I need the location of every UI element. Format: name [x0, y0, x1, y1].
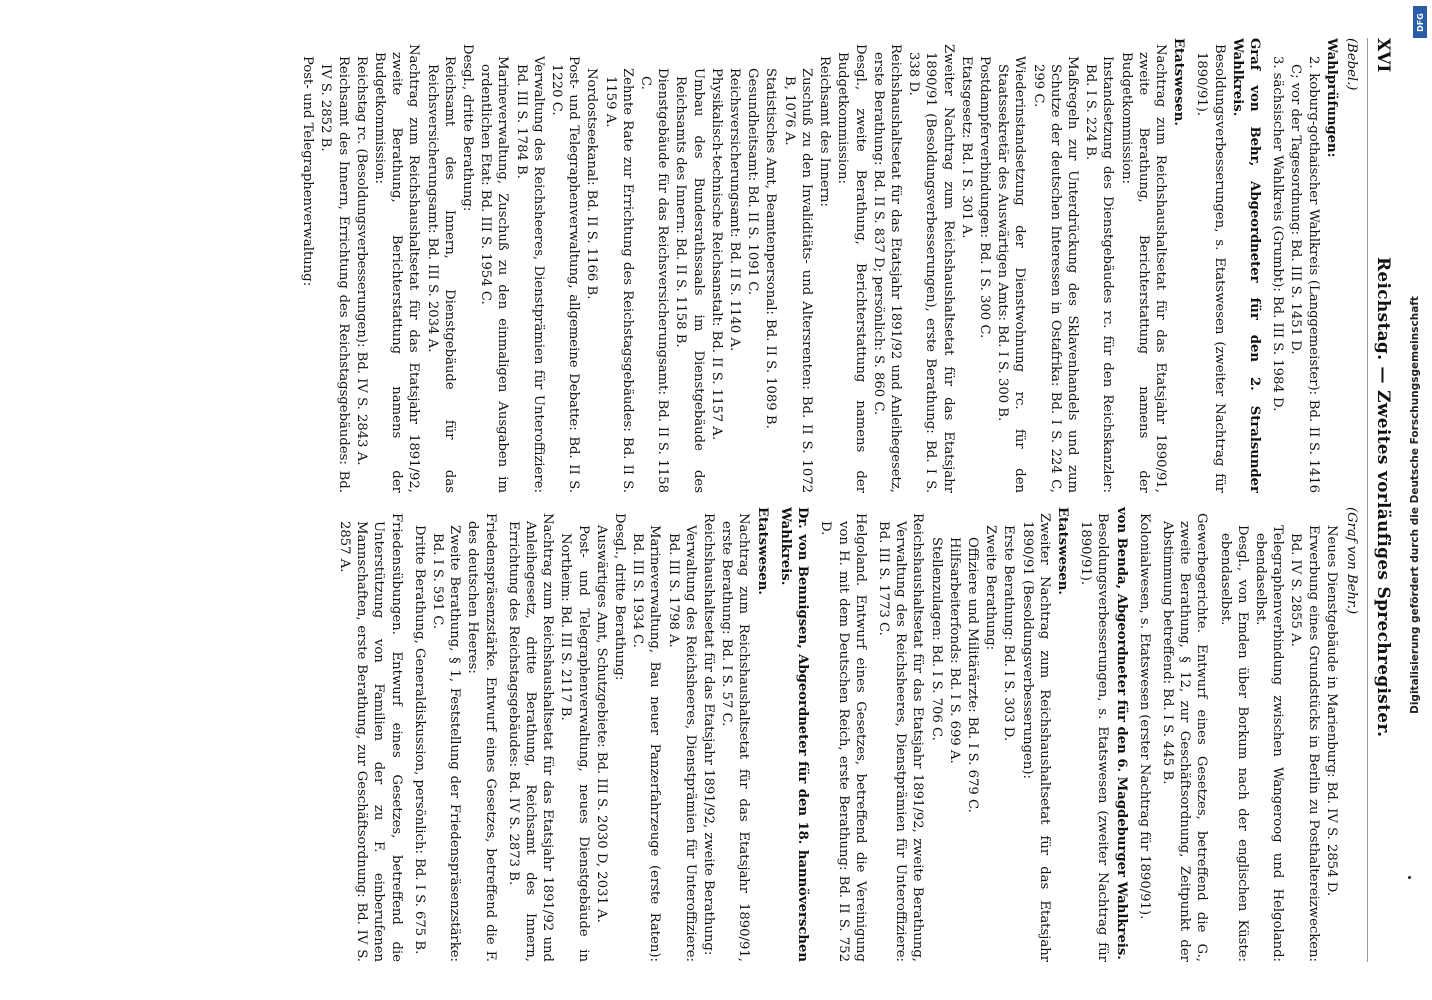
register-entry: Statistisches Amt, Beamtenpersonal: Bd. II S. 1089 B. — [763, 68, 779, 429]
register-entry: Dritte Berathung, Generaldiskussion, persönlich: Bd. I S. 675 B. — [411, 525, 427, 955]
register-entry: Reichstag rc. (Besoldungsverbesserungen): Bd. IV S. 2843 A. — [353, 56, 369, 466]
register-entry: von Benda, Abgeordneter für den 6. Magdeburger Wahlkreis. — [1113, 507, 1129, 960]
register-entry: Post- und Telegraphenverwaltung: — [300, 56, 316, 287]
register-entry: Verwaltung des Reichsheeres, Dienstprämien für Unteroffiziere: Bd. III S. 1798 A. — [665, 525, 698, 962]
running-head — [1367, 38, 1398, 962]
register-entry: Reichshaushaltsetat für das Etatsjahr 1891/92, zweite Berathung, Verwaltung des Reichsheeres, Dienstprämien für Unteroffiziere: Bd. III S. 1773 C. — [875, 513, 926, 962]
register-entry: Gesundheitsamt: Bd. II S. 1091 C. — [745, 68, 761, 296]
register-entry: Instandsetzung des Dienstgebäudes rc. für den Reichskanzler: Bd. I S. 224 B. — [1083, 56, 1116, 493]
register-entry: Reichshaushaltsetat für das Etatsjahr 1891/92, zweite Berathung: — [701, 513, 717, 956]
register-entry: Reichsversicherungsamt: Bd. II S. 1140 A. — [727, 68, 743, 352]
register-entry: Post- und Telegraphenverwaltung, neues Dienstgebäude in Northeim: Bd. III S. 2117 B. — [558, 525, 591, 962]
register-entry: Desgl., von Emden über Borkum nach der englischen Küste: ebendaselbst. — [1217, 525, 1250, 962]
register-entry: Marineverwaltung, Bau neuer Panzerfahrzeuge (erste Raten): Bd. III S. 1934 C. — [630, 525, 663, 962]
register-entry: Verwaltung des Reichsheeres, Dienstprämien für Unteroffiziere: Bd. III S. 1784 B. — [513, 56, 546, 493]
register-entry: Nachtrag zum Reichshaushaltsetat für das Etatsjahr 1891/92 und Anleihegesetz, dritte Berathung, Reichsamt des Innern, Errichtung des Reichstagsgebäudes: Bd. IV S. 2873 B. — [505, 513, 556, 962]
register-entry: Kolonialwesen, s. Etatswesen (erster Nachtrag für 1890/91). — [1136, 513, 1152, 920]
column-right — [34, 507, 1360, 962]
register-entry: Erste Berathung: Bd. I S. 303 D. — [1001, 525, 1017, 742]
dfg-logo — [1413, 6, 1427, 38]
register-entry: Zweite Berathung, § 1, Feststellung der Friedenspräsenzstärke: Bd. I S. 591 C. — [430, 525, 463, 962]
page-title: Reichstag. — Zweites vorläufiges Sprechregister. — [1373, 256, 1393, 738]
column-left — [34, 38, 1360, 493]
register-entry: Zweiter Nachtrag zum Reichshaushaltsetat für das Etatsjahr 1890/91 (Besoldungsverbesserungen): — [1019, 513, 1052, 962]
register-entry: Reichsamt des Innern, Dienstgebäude für das Reichsversicherungsamt: Bd. III S. 2034 A. — [424, 56, 457, 493]
register-entry: Zehnte Rate zur Errichtung des Reichstagsgebäudes: Bd. II S. 1159 A. — [602, 68, 635, 493]
register-entry: Nordostseekanal: Bd. II S. 1166 B. — [584, 68, 600, 300]
register-entry: (Graf von Behr.) — [1344, 507, 1359, 615]
register-entry: Wahlprüfungen: — [1323, 38, 1339, 158]
register-entry: Zuschuß zu den Invaliditäts- und Altersrenten: Bd. II S. 1072 B, 1076 A. — [781, 68, 814, 493]
register-entry: Dienstgebäude für das Reichsversicherungsamt: Bd. II S. 1158 C. — [638, 68, 671, 493]
register-entry: Desgl., dritte Berathung: — [460, 44, 476, 212]
register-entry: Etatswesen. — [754, 507, 770, 595]
register-entry: Zweite Berathung: — [983, 525, 999, 651]
register-entry: Helgoland. Entwurf eines Gesetzes, betreffend die Vereinigung von H. mit dem Deutschen Reich, erste Berathung: Bd. II S. 752 D. — [818, 513, 868, 962]
register-entry: Physikalisch-technische Reichsanstalt: Bd. II S. 1157 A. — [708, 68, 724, 441]
register-entry: Stellenzulagen: Bd. I S. 706 C. — [928, 537, 944, 741]
register-entry: Maßregeln zur Unterdrückung des Sklavenhandels und zum Schutze der deutschen Interessen in Ostafrika: Bd. I S. 224 C, 299 C. — [1030, 56, 1080, 493]
register-entry: Umbau des Bundesrathssaals im Dienstgebäude des Reichsamts des Innern: Bd. II S. 1158 B. — [673, 68, 706, 493]
register-entry: Reichshaushaltsetat für das Etatsjahr 1891/92 und Anleihegesetz, erste Berathung: Bd. II S. 837 D; persönlich: S. 860 C. — [870, 44, 903, 493]
credit-text: Digitalisierung gefördert durch die Deutsche Forschungsgemeinschaft — [1409, 296, 1421, 714]
page-number: XVI — [1373, 38, 1393, 73]
register-entry: Post- und Telegraphenverwaltung, allgemeine Debatte: Bd. II S. 1220 C. — [549, 56, 582, 493]
scan-speck — [1408, 876, 1411, 879]
register-entry: Friedensübungen. Entwurf eines Gesetzes, betreffend die Unterstützung von Familien der zu F. einberufenen Mannschaften, erste Berathung, zur Geschäftsordnung: Bd. IV S. 2857 A. — [337, 513, 404, 962]
register-entry: Etatsgesetz: Bd. I S. 301 A. — [958, 56, 974, 239]
dfg-logo-text: DFG — [1415, 12, 1425, 32]
text-columns — [34, 38, 1360, 962]
register-entry: Zweiter Nachtrag zum Reichshaushaltsetat für das Etatsjahr 1890/91 (Besoldungsverbesserungen), erste Berathung: Bd. I S. 338 D. — [906, 44, 956, 493]
register-entry: Nachtrag zum Reichshaushaltsetat für das Etatsjahr 1891/92, zweite Berathung, Berichterstattung namens der Budgetkommission: — [372, 44, 422, 493]
register-entry: Offiziere und Militärärzte: Bd. I S. 679 C. — [964, 537, 980, 813]
register-entry: Hilfsarbeiterfonds: Bd. I S. 699 A. — [946, 537, 962, 764]
register-entry: Auswärtiges Amt, Schutzgebiete: Bd. III S. 2030 D, 2031 A. — [593, 525, 609, 923]
register-entry: Neues Dienstgebäude in Marienburg: Bd. IV S. 2854 D. — [1323, 525, 1339, 897]
register-entry: Reichsamt des Innern, Errichtung des Reichstagsgebäudes: Bd. IV S. 2852 B. — [318, 56, 351, 493]
register-entry: Etatswesen. — [1054, 507, 1070, 595]
register-entry: Besoldungsverbesserungen, s. Etatswesen (zweiter Nachtrag für 1890/91). — [1078, 513, 1111, 962]
register-entry: 3. sächsischer Wahlkreis (Grumbt): Bd. III S. 1984 D. — [1270, 56, 1286, 412]
register-entry: Dr. von Bennigsen, Abgeordneter für den 18. hannöverschen Wahlkreis. — [777, 507, 811, 962]
register-entry: Friedenspräsenzstärke. Entwurf eines Gesetzes, betreffend die F. des deutschen Heeres: — [465, 513, 498, 962]
register-entry: Nachtrag zum Reichshaushaltsetat für das Etatsjahr 1890/91, zweite Berathung, Berichterstattung namens der Budgetkommission: — [1118, 44, 1168, 493]
register-entry: Gewerbegerichte. Entwurf eines Gesetzes, betreffend die G., zweite Berathung, § 12, zur Geschäftsordnung, Zeitpunkt der Abstimmung betreffend: Bd. I S. 445 B. — [1159, 513, 1210, 962]
register-entry: Reichsamt des Innern: — [817, 56, 833, 207]
register-entry: Erwerbung eines Grundstücks in Berlin zu Posthaltereizwecken: Bd. IV S. 2855 A. — [1288, 525, 1321, 962]
register-entry: Nachtrag zum Reichshaushaltsetat für das Etatsjahr 1890/91, erste Berathung: Bd. I S. 57 C. — [719, 513, 752, 962]
register-entry: Besoldungsverbesserungen, s. Etatswesen (zweiter Nachtrag für 1890/91). — [1194, 44, 1227, 493]
register-entry: (Bebel.) — [1344, 38, 1359, 91]
register-entry: Telegraphenverbindung zwischen Wangeroog und Helgoland: ebendaselbst. — [1252, 525, 1286, 962]
register-entry: Graf von Behr, Abgeordneter für den 2. Stralsunder Wahlkreis. — [1229, 38, 1262, 493]
register-entry: Desgl., dritte Berathung: — [612, 513, 628, 681]
register-entry: Postdampferverbindungen: Bd. I S. 300 C. — [976, 56, 992, 339]
register-entry: 2. koburg-gothaischer Wahlkreis (Langgemeister): Bd. II S. 1416 C; vor der Tagesordnung: Bd. III S. 1451 D. — [1288, 56, 1321, 493]
digitization-credit — [1405, 20, 1425, 990]
register-entry: Etatswesen. — [1171, 38, 1187, 126]
register-entry: Desgl., zweite Berathung, Berichterstattung namens der Budgetkommission: — [835, 44, 868, 493]
rotated-document-page — [26, 20, 1406, 980]
register-entry: Marineverwaltung, Zuschuß zu den einmaligen Ausgaben im ordentlichen Etat: Bd. III S. 1954 C. — [478, 56, 511, 493]
register-entry: Wiederinstandsetzung der Dienstwohnung rc. für den Staatssekretär des Auswärtigen Amts: Bd. I S. 300 B. — [995, 56, 1028, 493]
